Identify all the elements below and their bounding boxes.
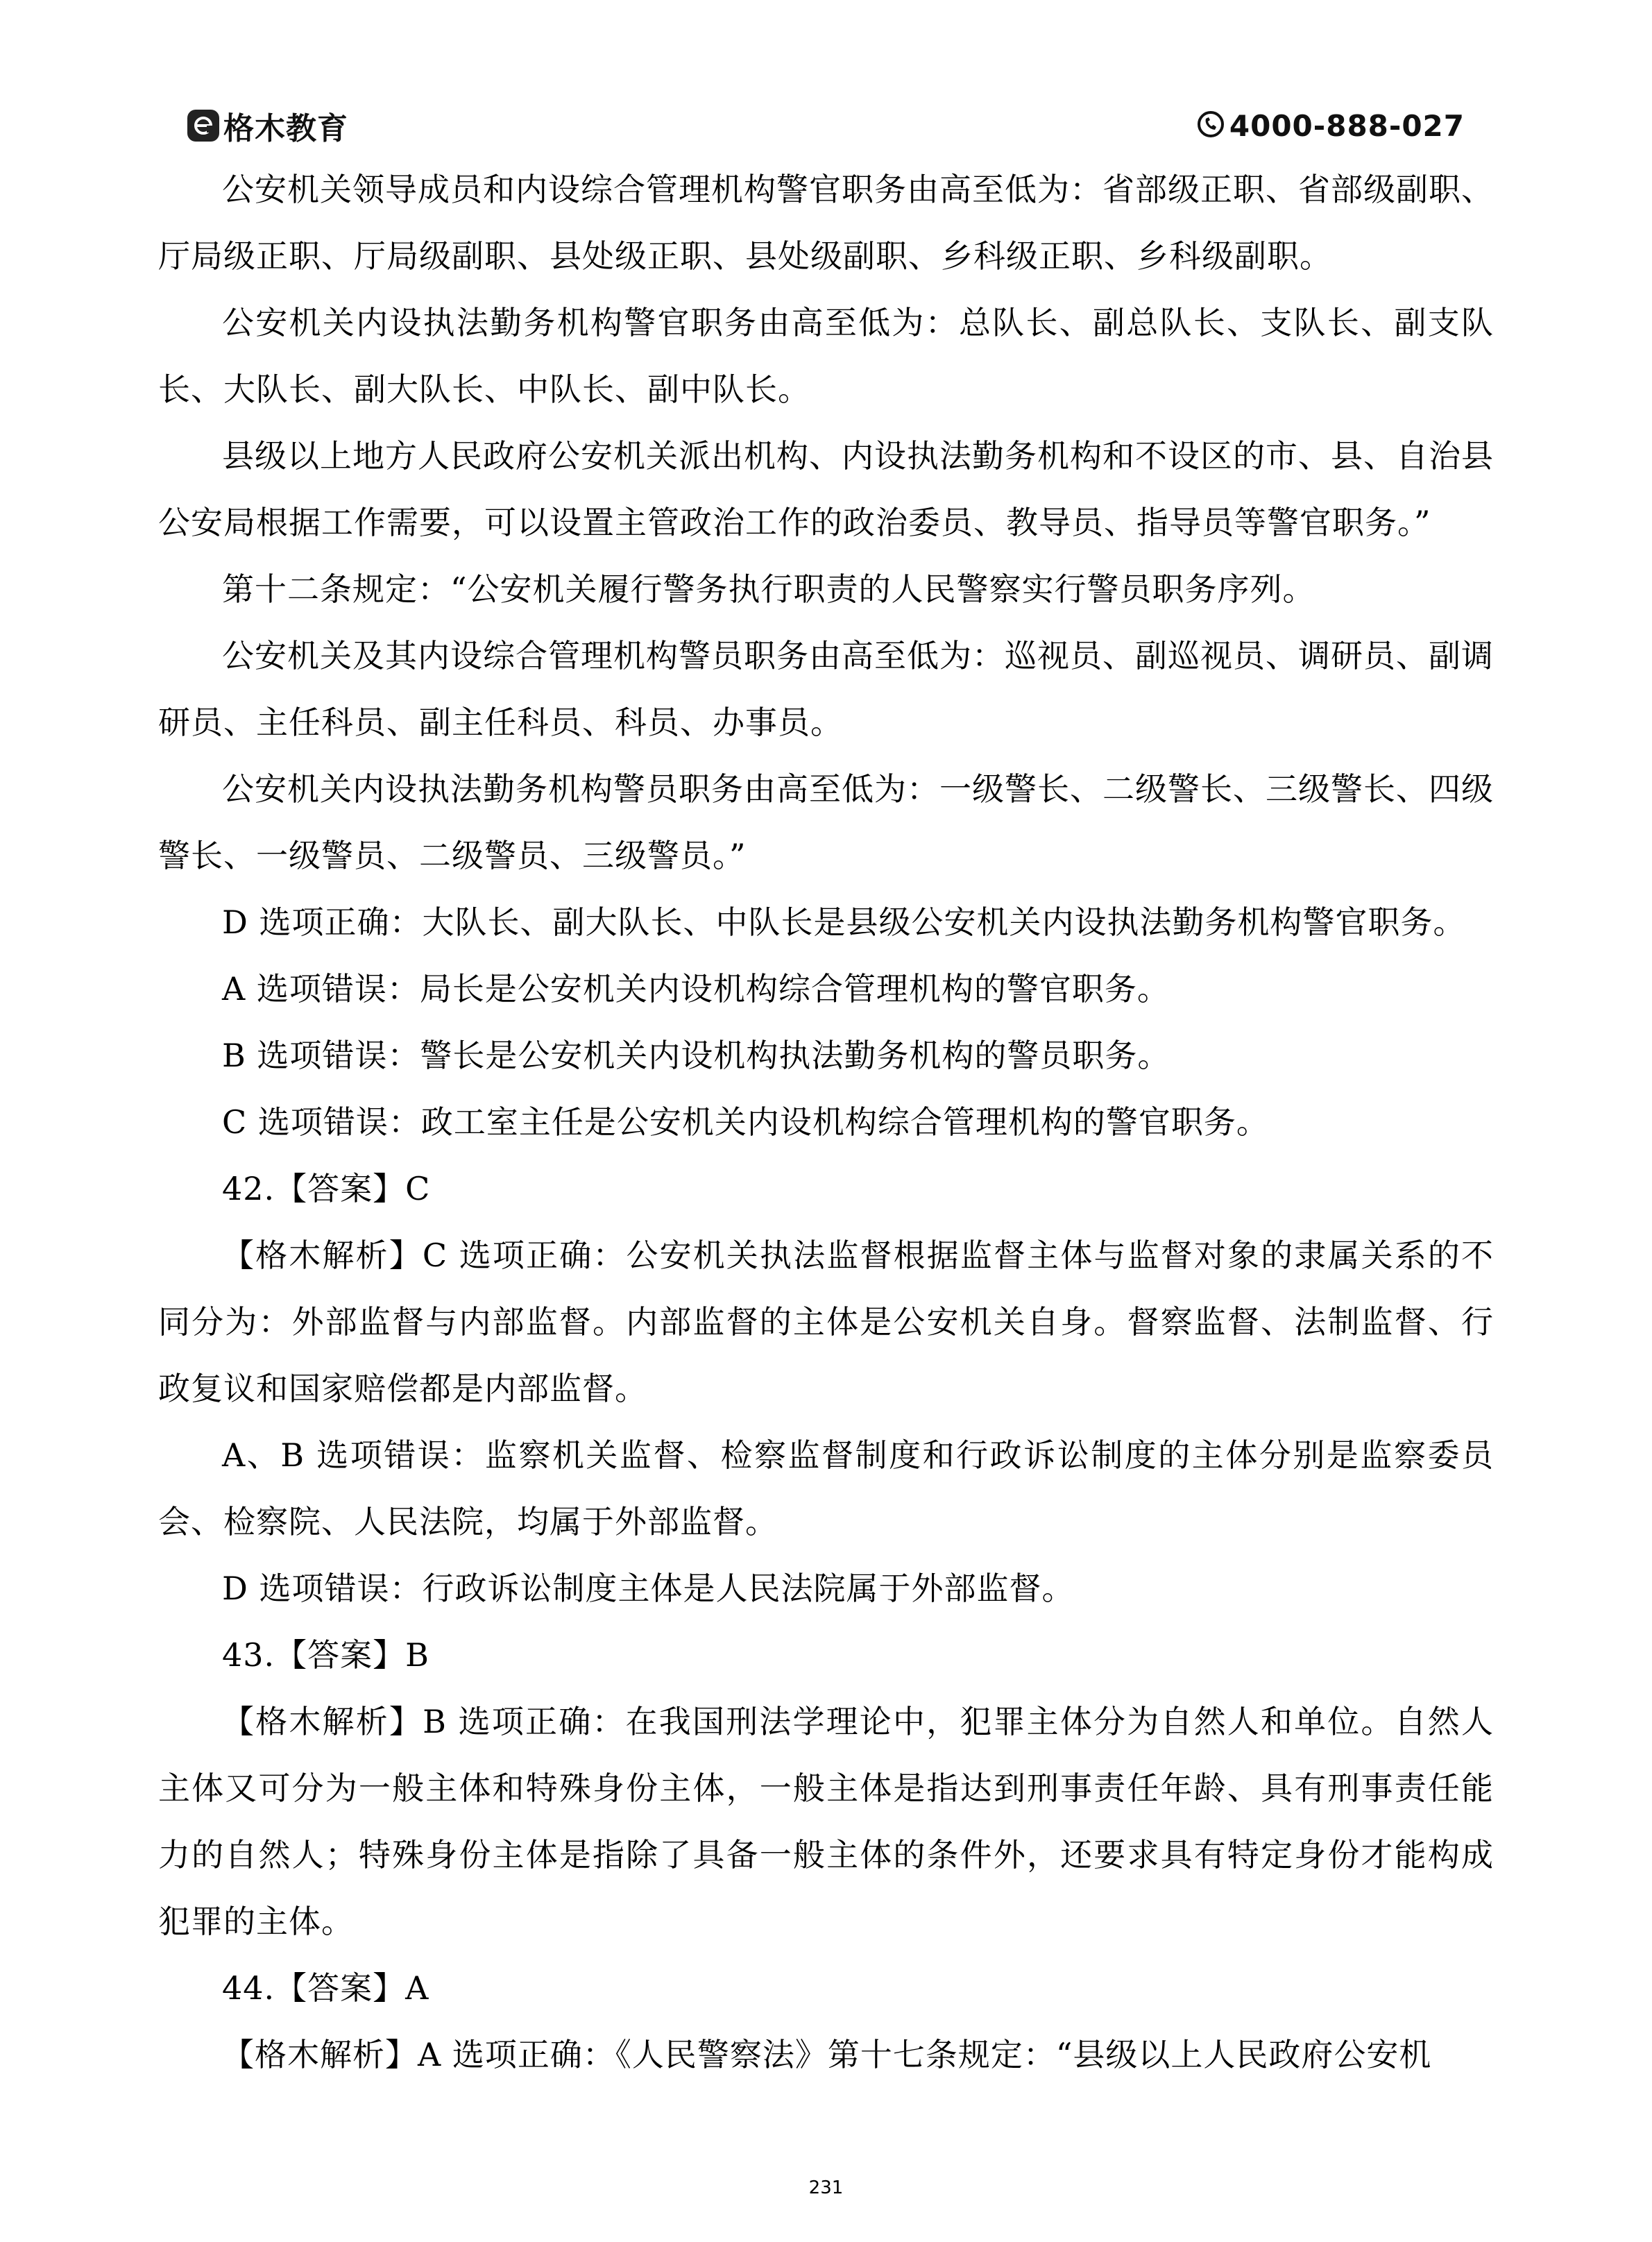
answer-heading: 42.【答案】C (222, 1170, 431, 1207)
paragraph: D 选项错误：行政诉讼制度主体是人民法院属于外部监督。 (222, 1570, 1075, 1607)
answer-heading: 43.【答案】B (222, 1636, 429, 1674)
paragraph: 公安机关及其内设综合管理机构警员职务由高至低为：巡视员、副巡视员、调研员、副调研员、主任科员、副主任科员、科员、办事员。 (158, 637, 1494, 741)
answer-heading: 44.【答案】A (222, 1969, 429, 2007)
paragraph: 【格木解析】C 选项正确：公安机关执法监督根据监督主体与监督对象的隶属关系的不同分为：外部监督与内部监督。内部监督的主体是公安机关自身。督察监督、法制监督、行政复议和国家赔偿都是内部监督。 (158, 1237, 1494, 1407)
brand-logo-icon (187, 110, 219, 142)
paragraph: D 选项正确：大队长、副大队长、中队长是县级公安机关内设执法勤务机构警官职务。 (222, 903, 1466, 941)
paragraph: 公安机关领导成员和内设综合管理机构警官职务由高至低为：省部级正职、省部级副职、厅局级正职、厅局级副职、县处级正职、县处级副职、乡科级正职、乡科级副职。 (158, 171, 1494, 275)
page-number: 231 (808, 2177, 844, 2198)
phone-contact (1196, 109, 1465, 143)
paragraph: A 选项错误：局长是公安机关内设机构综合管理机构的警官职务。 (222, 970, 1170, 1008)
paragraph: 第十二条规定：“公安机关履行警务执行职责的人民警察实行警员职务序列。 (222, 570, 1315, 608)
paragraph: 公安机关内设执法勤务机构警员职务由高至低为：一级警长、二级警长、三级警长、四级警长、一级警员、二级警员、三级警员。” (158, 770, 1494, 874)
phone-number: 4000-888-027 (1229, 108, 1465, 143)
paragraph: A、B 选项错误：监察机关监督、检察监督制度和行政诉讼制度的主体分别是监察委员会、检察院、人民法院，均属于外部监督。 (158, 1436, 1494, 1540)
paragraph: B 选项错误：警长是公安机关内设机构执法勤务机构的警员职务。 (222, 1037, 1170, 1074)
paragraph: 【格木解析】B 选项正确：在我国刑法学理论中，犯罪主体分为自然人和单位。自然人主体又可分为一般主体和特殊身份主体，一般主体是指达到刑事责任年龄、具有刑事责任能力的自然人；特殊身份主体是指除了具备一般主体的条件外，还要求具有特定身份才能构成犯罪的主体。 (158, 1703, 1494, 1940)
brand (187, 103, 348, 148)
paragraph: 公安机关内设执法勤务机构警官职务由高至低为：总队长、副总队长、支队长、副支队长、大队长、副大队长、中队长、副中队长。 (158, 304, 1494, 408)
document-body (158, 156, 1494, 2088)
paragraph: C 选项错误：政工室主任是公安机关内设机构综合管理机构的警官职务。 (222, 1103, 1269, 1141)
paragraph: 县级以上地方人民政府公安机关派出机构、内设执法勤务机构和不设区的市、县、自治县公安局根据工作需要，可以设置主管政治工作的政治委员、教导员、指导员等警官职务。” (158, 437, 1494, 541)
page-header (187, 103, 1465, 148)
brand-name: 格木教育 (223, 111, 348, 146)
paragraph: 【格木解析】A 选项正确：《人民警察法》第十七条规定：“县级以上人民政府公安机 (222, 2036, 1432, 2073)
phone-icon (1196, 110, 1225, 142)
